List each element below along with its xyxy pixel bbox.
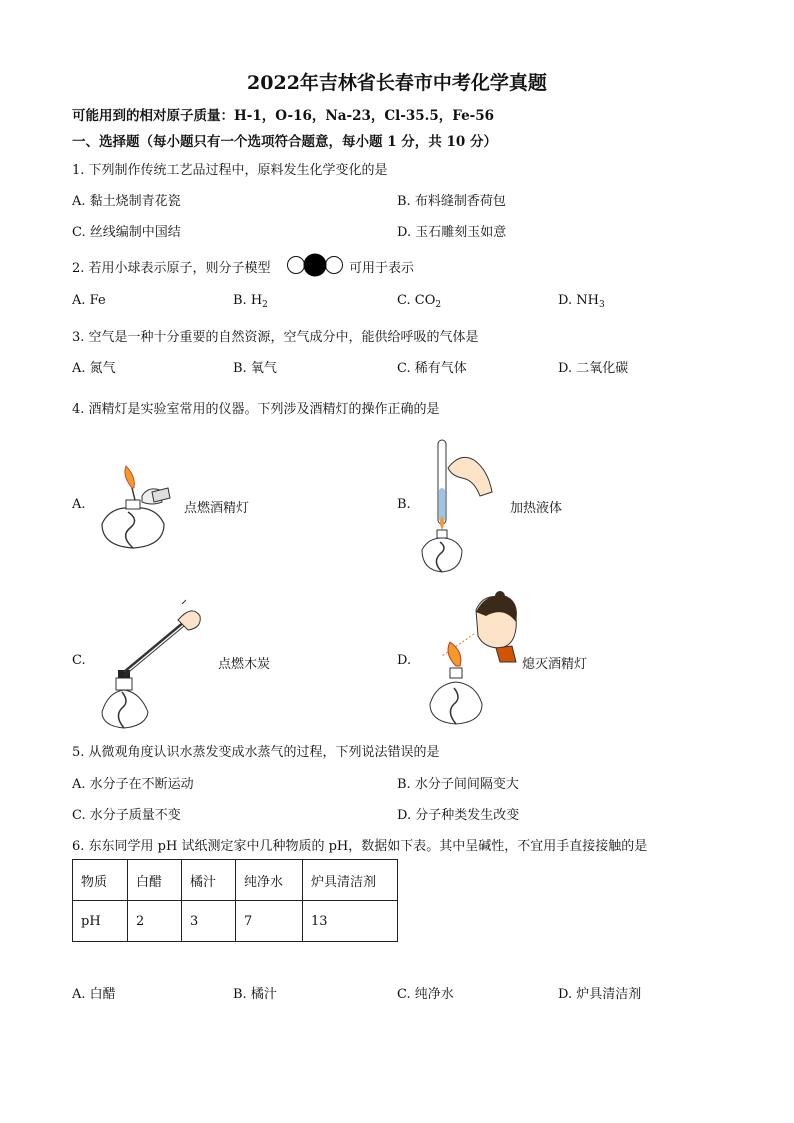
q3-option-c[interactable]: C. 稀有气体 <box>397 361 467 376</box>
heating-liquid-illustration <box>418 438 498 578</box>
q3-option-a[interactable]: A. 氮气 <box>72 361 116 376</box>
q2-option-d-label: D. NH <box>558 293 599 308</box>
q4-caption-b: 加热液体 <box>510 501 563 516</box>
q6-option-c[interactable]: C. 纯净水 <box>397 987 454 1002</box>
table-cell: 13 <box>303 901 398 942</box>
q2-option-b-label: B. H <box>233 293 263 308</box>
table-row <box>73 860 398 901</box>
table-cell: pH <box>73 901 128 942</box>
table-header-cell: 纯净水 <box>236 860 303 901</box>
q4-stem: 4. 酒精灯是实验室常用的仪器。下列涉及酒精灯的操作正确的是 <box>72 402 440 417</box>
q6-option-b[interactable]: B. 橘汁 <box>233 987 277 1002</box>
q2-stem-pre: 2. 若用小球表示原子，则分子模型 <box>72 261 271 276</box>
lamp-lighting-illustration <box>90 462 190 552</box>
blowing-out-lamp-illustration <box>420 592 520 732</box>
q1-option-c[interactable]: C. 丝线编制中国结 <box>72 225 181 240</box>
q3-option-b[interactable]: B. 氧气 <box>233 361 277 376</box>
q2-option-c-label: C. CO <box>397 293 436 308</box>
q5-option-b[interactable]: B. 水分子间间隔变大 <box>397 777 519 792</box>
q4-option-c[interactable]: C. <box>72 653 86 668</box>
q2-option-b[interactable] <box>233 293 268 310</box>
q2-stem-post: 可用于表示 <box>349 261 415 276</box>
q4-caption-d: 熄灭酒精灯 <box>522 657 588 672</box>
q4-option-d[interactable]: D. <box>397 653 412 668</box>
q4-caption-a: 点燃酒精灯 <box>184 501 250 516</box>
q4-caption-c: 点燃木炭 <box>218 657 271 672</box>
table-header-cell: 物质 <box>73 860 128 901</box>
q2-option-a[interactable]: A. Fe <box>72 293 106 308</box>
table-cell: 7 <box>236 901 303 942</box>
q1-stem: 1. 下列制作传统工艺品过程中，原料发生化学变化的是 <box>72 163 388 178</box>
table-header-cell: 橘汁 <box>182 860 236 901</box>
q6-stem: 6. 东东同学用 pH 试纸测定家中几种物质的 pH，数据如下表。其中呈碱性，不宜用手直接接触的是 <box>72 839 648 854</box>
q3-stem: 3. 空气是一种十分重要的自然资源，空气成分中，能供给呼吸的气体是 <box>72 330 479 345</box>
molecule-model-icon <box>286 253 346 277</box>
table-header-cell: 炉具清洁剂 <box>303 860 398 901</box>
q5-option-d[interactable]: D. 分子种类发生改变 <box>397 808 520 823</box>
q2-option-b-subscript: 2 <box>262 300 268 310</box>
q1-option-b[interactable]: B. 布料缝制香荷包 <box>397 194 506 209</box>
table-cell: 3 <box>182 901 236 942</box>
atomic-mass-note: 可能用到的相对原子质量：H-1，O-16，Na-23，Cl-35.5，Fe-56 <box>72 108 495 124</box>
q1-option-d[interactable]: D. 玉石雕刻玉如意 <box>397 225 507 240</box>
q5-option-a[interactable]: A. 水分子在不断运动 <box>72 777 194 792</box>
q2-option-d[interactable] <box>558 293 605 310</box>
q1-option-a[interactable]: A. 黏土烧制青花瓷 <box>72 194 181 209</box>
q2-option-c[interactable] <box>397 293 441 310</box>
charcoal-lighting-illustration <box>96 600 206 730</box>
page-title: 2022年吉林省长春市中考化学真题 <box>247 72 547 94</box>
q2-option-d-subscript: 3 <box>598 300 605 310</box>
q4-option-b[interactable]: B. <box>397 497 411 512</box>
section-heading: 一、选择题（每小题只有一个选项符合题意，每小题 1 分，共 10 分） <box>72 134 497 150</box>
q6-option-d[interactable]: D. 炉具清洁剂 <box>558 987 642 1002</box>
table-header-cell: 白醋 <box>128 860 182 901</box>
ph-table <box>72 859 398 942</box>
q5-option-c[interactable]: C. 水分子质量不变 <box>72 808 181 823</box>
table-row <box>73 901 398 942</box>
q2-option-c-subscript: 2 <box>435 300 442 310</box>
q3-option-d[interactable]: D. 二氧化碳 <box>558 361 629 376</box>
table-cell: 2 <box>128 901 182 942</box>
q6-option-a[interactable]: A. 白醋 <box>72 987 116 1002</box>
q5-stem: 5. 从微观角度认识水蒸发变成水蒸气的过程，下列说法错误的是 <box>72 745 440 760</box>
q4-option-a[interactable]: A. <box>72 497 86 512</box>
